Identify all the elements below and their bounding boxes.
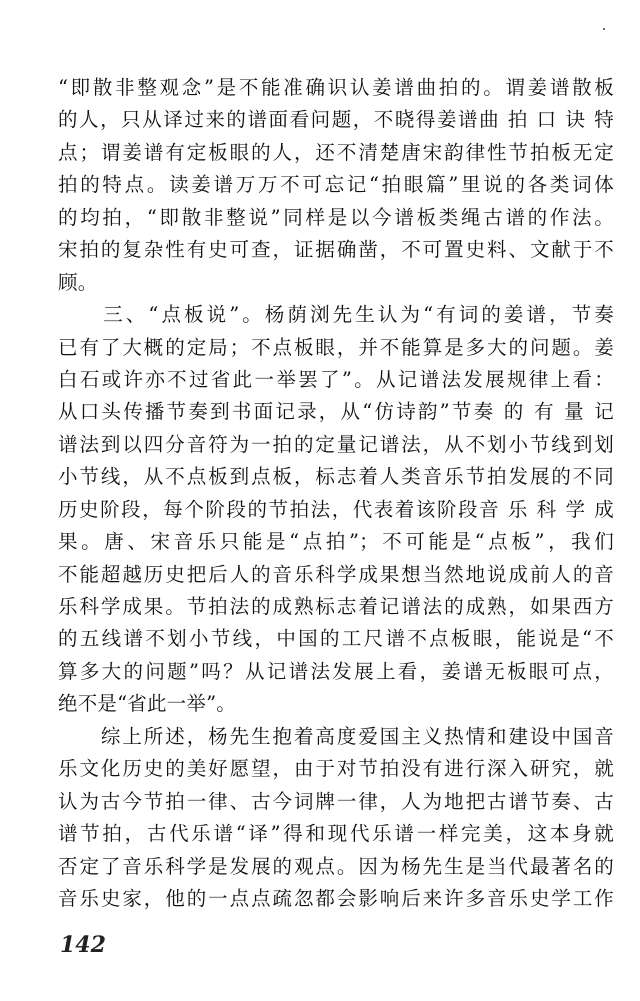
scan-speck: [603, 28, 605, 30]
text-line: 乐文化历史的美好愿望，由于对节拍没有进行深入研究，就: [58, 757, 614, 781]
text-line: 认为古今节拍一律、古今词牌一律，人为地把古谱节奏、古: [58, 789, 614, 813]
text-line: 谱节拍，古代乐谱“译”得和现代乐谱一样完美，这本身就: [58, 822, 614, 846]
text-line: 综上所述，杨先生抱着高度爱国主义热情和建设中国音: [58, 724, 614, 748]
text-line: 宋拍的复杂性有史可查，证据确凿，不可置史料、文献于不: [58, 238, 614, 262]
text-line: 的人，只从译过来的谱面看问题，不晓得姜谱曲 拍 口 诀 特: [58, 108, 614, 132]
text-line: 拍的特点。读姜谱万万不可忘记“拍眼篇”里说的各类词体: [58, 173, 614, 197]
text-line: 否定了音乐科学是发展的观点。因为杨先生是当代最著名的: [58, 854, 614, 878]
text-line: 的均拍，“即散非整说”同样是以今谱板类绳古谱的作法。: [58, 205, 614, 229]
text-line: 音乐史家，他的一点点疏忽都会影响后来许多音乐史学工作: [58, 886, 614, 910]
text-line: 三、“点板说”。杨荫浏先生认为“有词的姜谱，节奏: [58, 303, 614, 327]
text-line: 顾。: [58, 270, 98, 294]
text-line: 不能超越历史把后人的音乐科学成果想当然地说成前人的音: [58, 562, 614, 586]
text-line: 的五线谱不划小节线，中国的工尺谱不点板眼，能说是“不: [58, 627, 614, 651]
text-line: 历史阶段，每个阶段的节拍法，代表着该阶段音 乐 科 学 成: [58, 497, 614, 521]
page-number: 142: [60, 932, 106, 958]
text-line: 点；谓姜谱有定板眼的人，还不清楚唐宋韵律性节拍板无定: [58, 140, 614, 164]
text-line: 乐科学成果。节拍法的成熟标志着记谱法的成熟，如果西方: [58, 595, 614, 618]
text-line: 白石或许亦不过省此一举罢了”。从记谱法发展规律上看：: [58, 367, 614, 391]
text-line: 小节线，从不点板到点板，标志着人类音乐节拍发展的不同: [58, 465, 614, 489]
text-line: 从口头传播节奏到书面记录，从“仿诗韵”节奏 的 有 量 记: [58, 400, 614, 424]
text-line: 谱法到以四分音符为一拍的定量记谱法，从不划小节线到划: [58, 432, 614, 456]
text-line: 果。唐、宋音乐只能是“点拍”；不可能是“点板”，我们: [58, 530, 614, 554]
text-line: 绝不是“省此一举”。: [58, 692, 236, 716]
text-line: “即散非整观念”是不能准确识认姜谱曲拍的。谓姜谱散板: [58, 76, 614, 99]
text-line: 已有了大概的定局；不点板眼，并不能算是多大的问题。姜: [58, 335, 614, 359]
text-line: 算多大的问题”吗？从记谱法发展上看，姜谱无板眼可点，: [58, 659, 614, 683]
body-text: [58, 72, 614, 915]
